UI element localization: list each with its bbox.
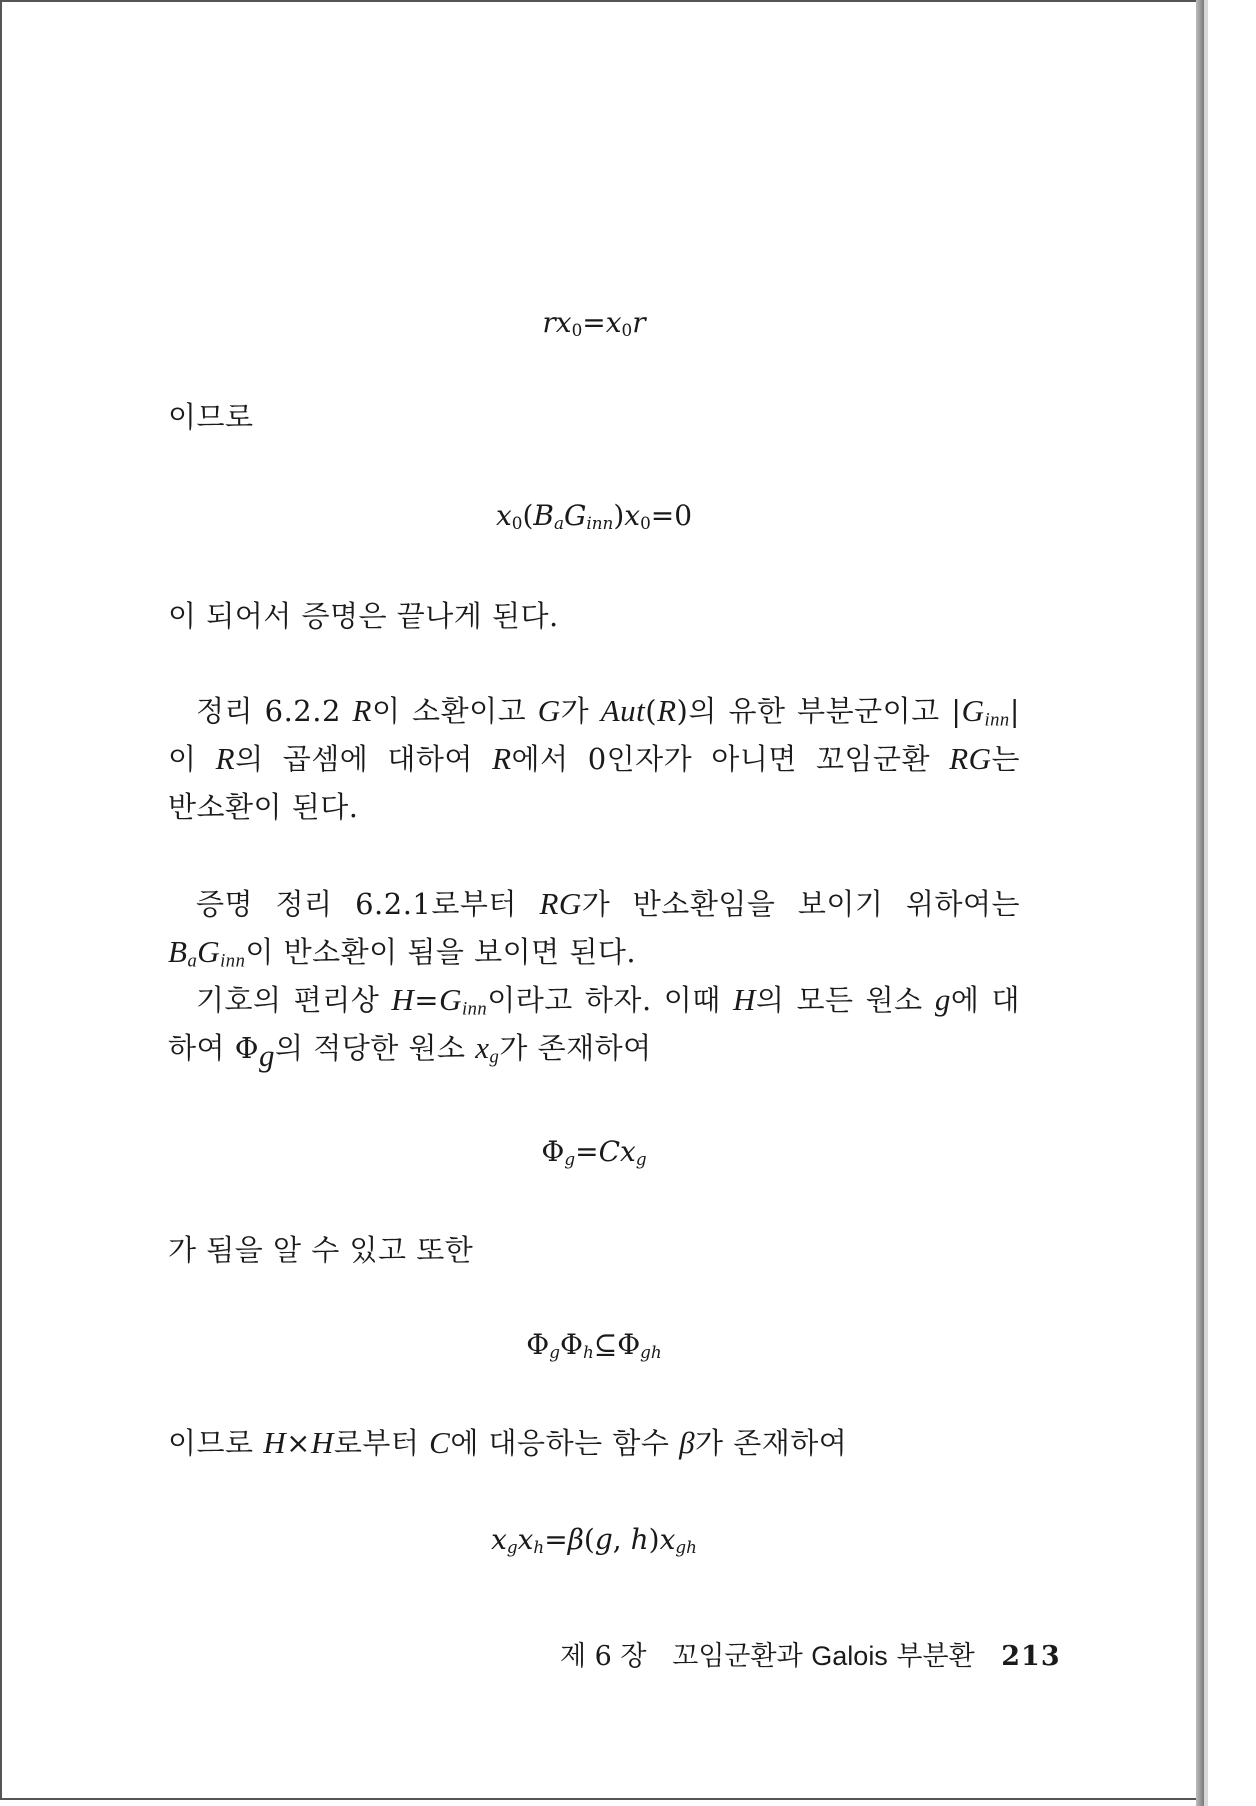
page-footer (560, 1636, 1061, 1677)
paragraph-1: 이므로 (168, 400, 254, 434)
proof-line-4: 하여 $\Phi_g$의 적당한 원소 $x_g$가 존재하여 (168, 1030, 652, 1073)
theorem-6-2-2-end: 반소환이 된다. (168, 790, 359, 824)
footer-chapter: 제 6 장 (560, 1641, 647, 1672)
equation-3: $\Phi_g=Cx_g$ (541, 1135, 647, 1170)
paragraph-3: 가 됨을 알 수 있고 또한 (168, 1233, 474, 1267)
footer-title-latin: Galois (811, 1641, 888, 1671)
paragraph-4: 이므로 H×H로부터 C에 대응하는 함수 β가 존재하여 (168, 1425, 848, 1460)
proof-line-2: $B_aG_{inn}$이 반소환이 됨을 보이면 된다. (168, 934, 637, 972)
theorem-6-2-2: 정리 6.2.2 R이 소환이고 G가 Aut(R)의 유한 부분군이고 $|G_{inn}|$이 R의 곱셈에 대하여 R에서 0인자가 아니면 꼬임군환 RG는 (168, 693, 1021, 776)
footer-title-ko: 꼬임군환과 (672, 1641, 803, 1672)
proof-label: 증명 (196, 887, 254, 921)
theorem-label: 정리 6.2.2 (196, 694, 341, 728)
proof-paragraph-2: 기호의 편리상 $H=G_{inn}$이라고 하자. 이때 H의 모든 원소 g에 대 (196, 982, 1021, 1020)
page-edge (1196, 0, 1204, 1806)
proof-paragraph: 증명 정리 6.2.1로부터 RG가 반소환임을 보이기 위하여는 (196, 886, 1020, 921)
equation-2: $x_0(B_aG_{inn})x_0=0$ (495, 499, 693, 534)
equation-1: $rx_0=x_0r$ (542, 306, 646, 341)
page-edge-highlight (1204, 0, 1208, 1806)
equation-4: $\Phi_g\Phi_h⊆\Phi_{gh}$ (526, 1328, 662, 1363)
footer-title-ko2: 부분환 (896, 1641, 975, 1672)
paragraph-2: 이 되어서 증명은 끝나게 된다. (168, 599, 559, 633)
page-number: 213 (1001, 1641, 1061, 1672)
equation-5: $x_gx_h=\beta(g$, $h)x_{gh}$ (491, 1523, 697, 1558)
